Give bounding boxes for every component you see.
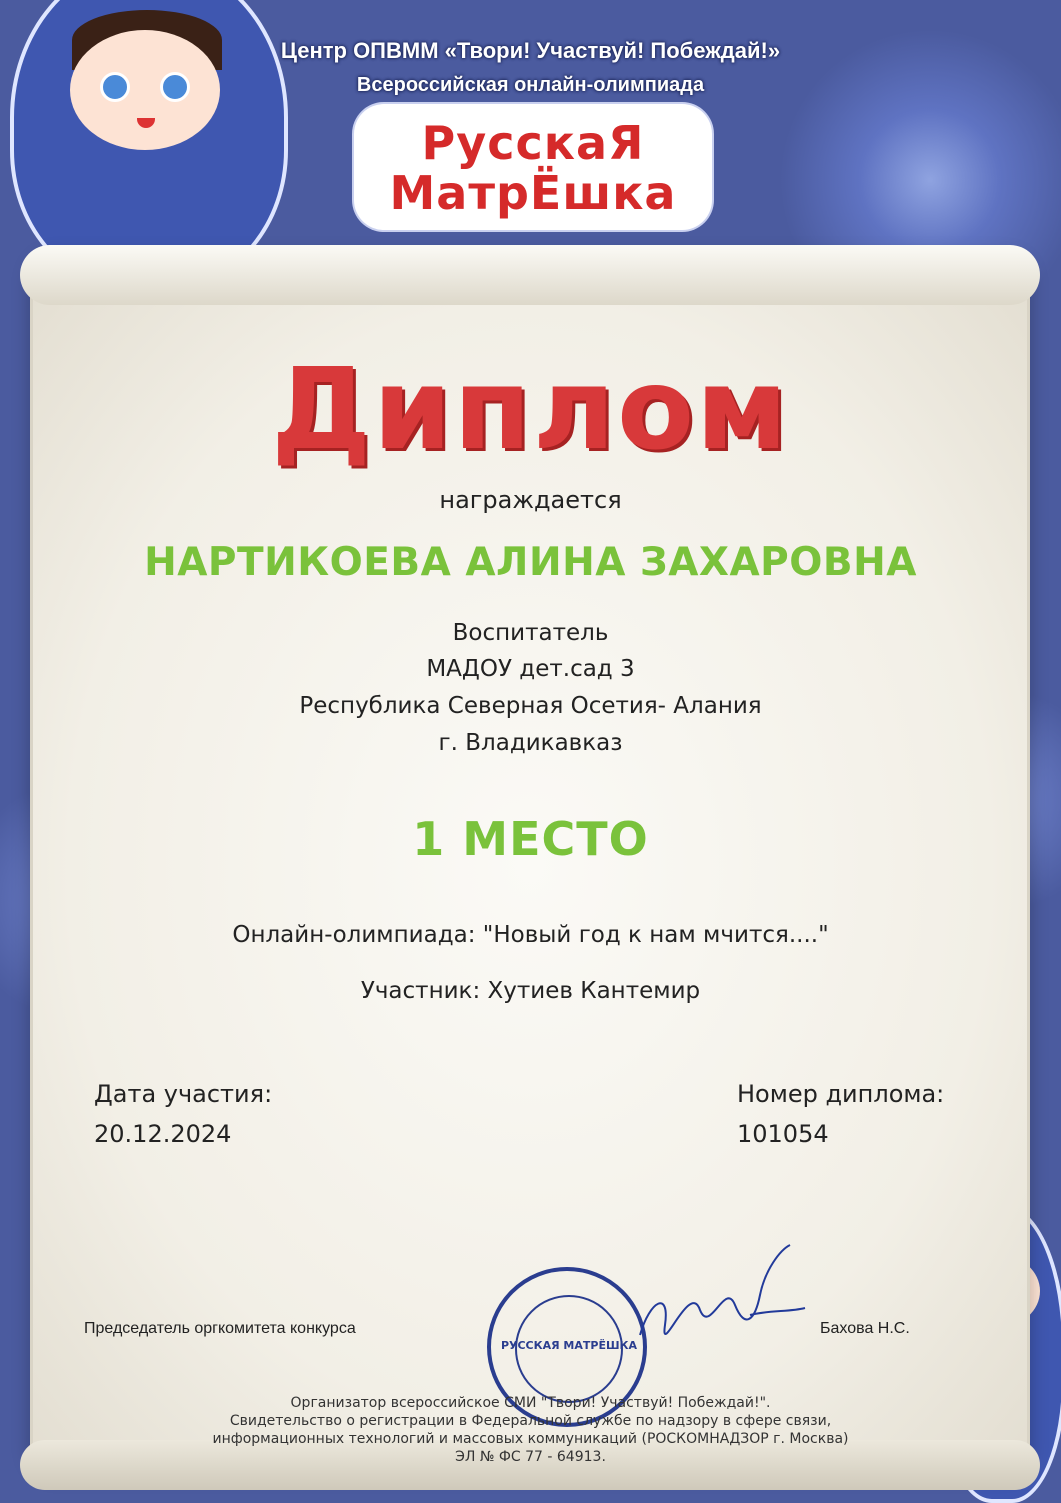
brand-logo-line2: МатрЁшка	[389, 166, 677, 220]
diploma-number-value: 101054	[737, 1120, 829, 1148]
scroll-roll-bottom	[20, 1440, 1040, 1490]
recipient-organization: МАДОУ дет.сад 3	[426, 656, 635, 682]
event-type: Всероссийская онлайн-олимпиада	[356, 74, 705, 96]
chair-label: Председатель оргкомитета конкурса	[84, 1320, 356, 1337]
date-label: Дата участия:	[94, 1080, 273, 1108]
recipient-city: г. Владикавказ	[438, 730, 623, 756]
place-award: 1 МЕСТО	[412, 812, 649, 866]
diploma-title: Диплом	[271, 345, 790, 475]
footer-agency: информационных технологий и массовых коммуникаций (РОСКОМНАДЗОР г. Москва)	[212, 1431, 849, 1447]
awarded-label: награждается	[439, 486, 622, 514]
footer-license: ЭЛ № ФС 77 - 64913.	[455, 1449, 606, 1465]
footer-organizer: Организатор всероссийское СМИ "Твори! Участвуй! Побеждай!".	[290, 1395, 771, 1411]
scroll-roll-top	[20, 245, 1040, 305]
olympiad-name: Онлайн-олимпиада: "Новый год к нам мчится...."	[232, 922, 829, 948]
diploma-number-label: Номер диплома:	[737, 1080, 945, 1108]
recipient-name: НАРТИКОЕВА АЛИНА ЗАХАРОВНА	[144, 540, 917, 585]
chair-name: Бахова Н.С.	[820, 1320, 910, 1337]
stamp-text: РУССКАЯ МАТРЁШКА	[500, 1339, 638, 1352]
participant-name: Участник: Хутиев Кантемир	[360, 978, 701, 1004]
date-value: 20.12.2024	[94, 1120, 232, 1148]
brand-logo-line1: РусскаЯ	[421, 116, 645, 170]
center-name: Центр ОПВММ «Твори! Участвуй! Побеждай!»	[280, 38, 781, 63]
handwritten-signature	[630, 1240, 810, 1360]
footer-registration: Свидетельство о регистрации в Федеральной службе по надзору в сфере связи,	[229, 1413, 832, 1429]
recipient-region: Республика Северная Осетия- Алания	[299, 693, 762, 719]
recipient-position: Воспитатель	[452, 620, 609, 646]
